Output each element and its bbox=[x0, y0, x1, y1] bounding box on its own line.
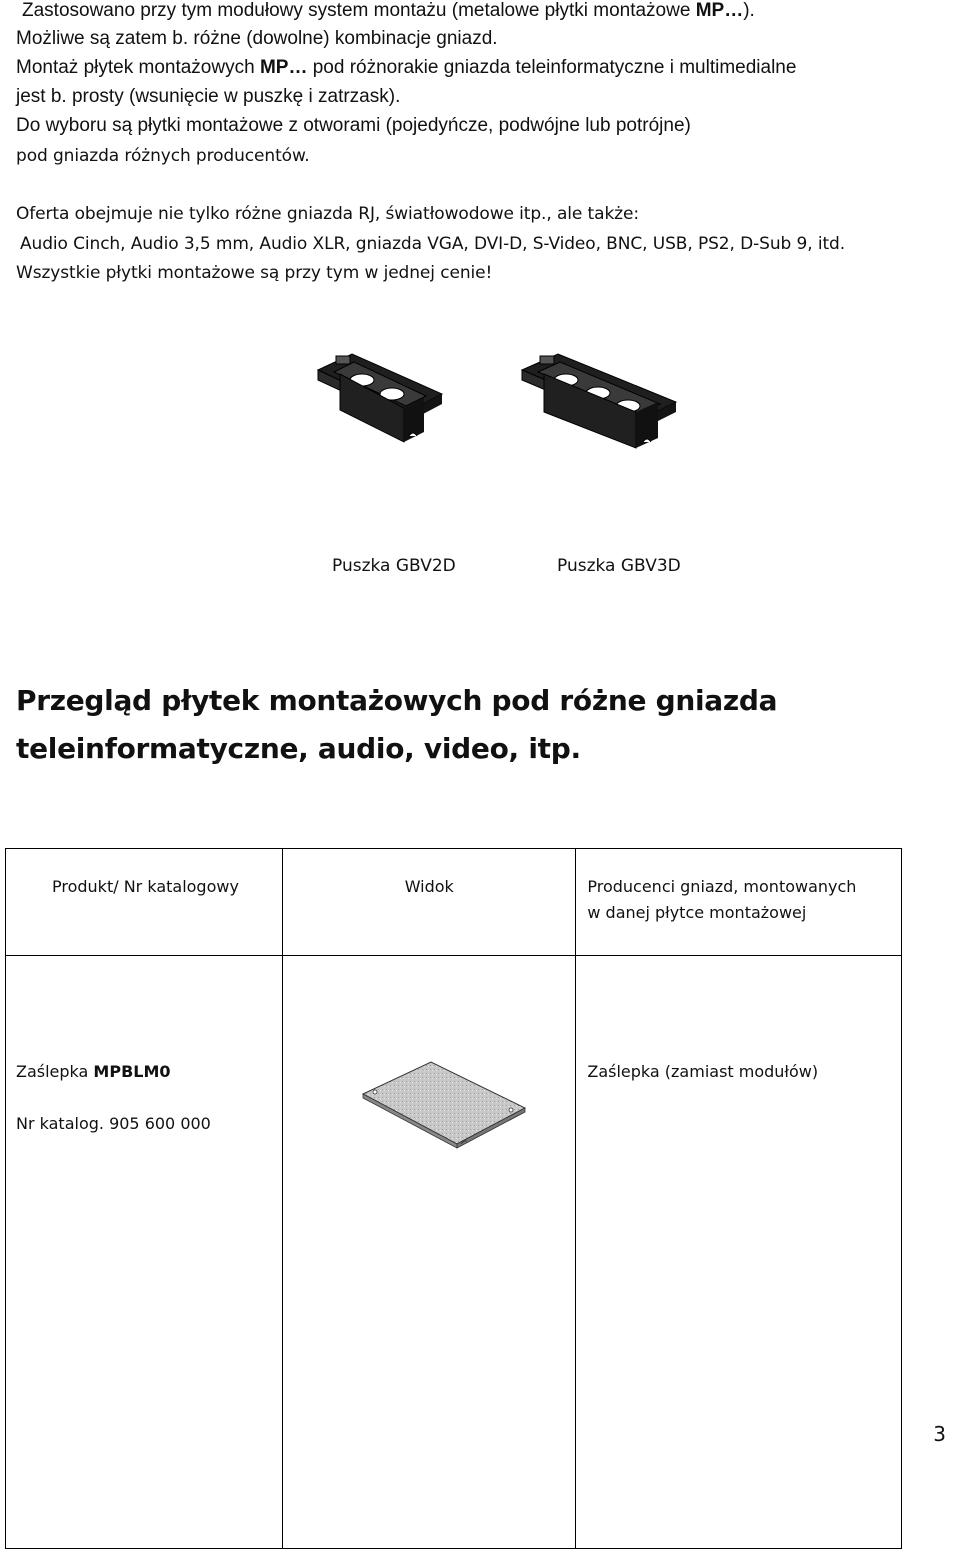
header-product bbox=[6, 849, 283, 956]
box-gbv3d-caption: Puszka GBV3D bbox=[557, 556, 681, 576]
intro-line-1-bold: MP… bbox=[695, 0, 744, 21]
offer-line-3: Wszystkie płytki montażowe są przy tym w jednej cenie! bbox=[16, 263, 493, 283]
catalog-table bbox=[5, 848, 902, 1549]
blank-plate-image bbox=[361, 1060, 527, 1152]
box-gbv3d-image bbox=[518, 350, 680, 452]
header-producers-line-1: Producenci gniazd, montowanych bbox=[587, 877, 857, 896]
header-view bbox=[282, 849, 576, 956]
header-view-label: Widok bbox=[404, 877, 454, 896]
intro-line-3-end: pod różnorakie gniazda teleinformatyczne i multimedialne bbox=[307, 57, 797, 78]
producers-text: Zaślepka (zamiast modułów) bbox=[587, 1062, 819, 1081]
cell-producers bbox=[576, 956, 902, 1549]
section-title-line-2: teleinformatyczne, audio, video, itp. bbox=[16, 732, 581, 765]
intro-line-5: Do wyboru są płytki montażowe z otworami (pojedyńcze, podwójne lub potrójne) bbox=[16, 115, 691, 136]
box-gbv2d-image bbox=[314, 350, 446, 446]
product-label: Zaślepka bbox=[16, 1062, 94, 1081]
intro-line-6: pod gniazda różnych producentów. bbox=[16, 146, 310, 166]
intro-line-1 bbox=[22, 0, 755, 22]
product-name bbox=[16, 1062, 171, 1081]
box-gbv2d-caption: Puszka GBV2D bbox=[332, 556, 456, 576]
cell-view bbox=[282, 956, 576, 1549]
intro-line-1-text: Zastosowano przy tym modułowy system montażu (metalowe płytki montażowe bbox=[22, 0, 696, 21]
header-producers-label bbox=[587, 877, 856, 922]
offer-line-1: Oferta obejmuje nie tylko różne gniazda RJ, światłowodowe itp., ale także: bbox=[16, 204, 639, 224]
intro-line-2: Możliwe są zatem b. różne (dowolne) kombinacje gniazd. bbox=[16, 28, 498, 49]
header-producers bbox=[576, 849, 902, 956]
cell-product bbox=[6, 956, 283, 1549]
page-number: 3 bbox=[933, 1422, 946, 1446]
intro-line-3 bbox=[16, 57, 796, 79]
header-product-label: Produkt/ Nr katalogowy bbox=[52, 877, 239, 896]
table-row bbox=[6, 956, 902, 1549]
intro-line-4: jest b. prosty (wsunięcie w puszkę i zatrzask). bbox=[16, 86, 401, 107]
intro-line-3-bold: MP… bbox=[259, 57, 308, 78]
intro-line-1-end: ). bbox=[743, 0, 755, 21]
product-code: MPBLM0 bbox=[93, 1062, 171, 1081]
header-producers-line-2: w danej płytce montażowej bbox=[587, 903, 807, 922]
table-header-row bbox=[6, 849, 902, 956]
catalog-number: Nr katalog. 905 600 000 bbox=[16, 1114, 211, 1133]
section-title-line-1: Przegląd płytek montażowych pod różne gniazda bbox=[16, 684, 778, 717]
intro-line-3-text: Montaż płytek montażowych bbox=[16, 57, 260, 78]
offer-line-2: Audio Cinch, Audio 3,5 mm, Audio XLR, gniazda VGA, DVI-D, S-Video, BNC, USB, PS2, D-Sub 9, itd. bbox=[20, 234, 846, 254]
